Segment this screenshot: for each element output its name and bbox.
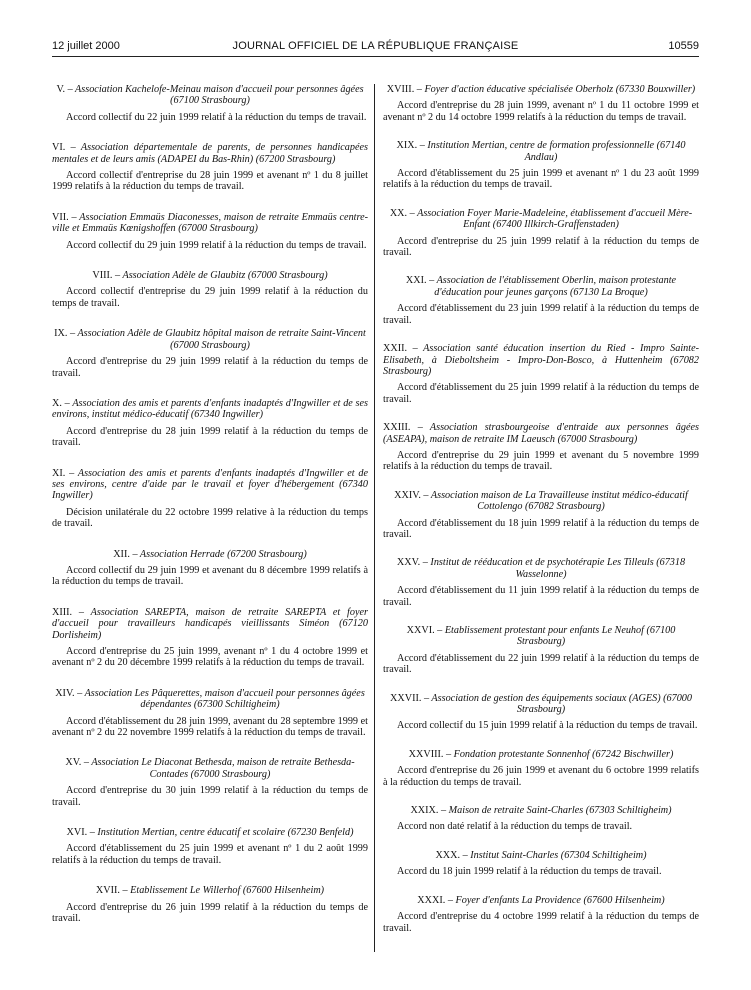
entry-heading — [52, 84, 368, 107]
entry-heading — [383, 557, 699, 580]
entry-number: XVII. – — [95, 885, 128, 897]
entry-number: XIV. – — [55, 687, 83, 699]
entry-number: XVI. – — [66, 827, 95, 839]
organization-name: Association maison de La Travailleuse institut médico-éducatif Cottolengo (67082 Strasbourg) — [430, 489, 688, 513]
entry-number: XXII. – — [383, 343, 418, 355]
entry-heading — [52, 607, 368, 641]
agreement-text: Accord collectif d'entreprise du 29 juin 1999 relatif à la réduction du temps de travail. — [52, 286, 368, 309]
organization-name: Association SAREPTA, maison de retraite SAREPTA et foyer d'accueil pour travailleurs handicapés vieillissants Siméon (67120 Dorlisheim) — [52, 606, 368, 641]
decision-entry — [383, 805, 699, 833]
agreement-text: Accord d'entreprise du 4 octobre 1999 relatif à la réduction du temps de travail. — [383, 911, 699, 934]
organization-name: Institution Mertian, centre de formation professionnelle (67140 Andlau) — [427, 140, 686, 163]
agreement-text: Décision unilatérale du 22 octobre 1999 relative à la réduction du temps de travail. — [52, 506, 368, 530]
agreement-text: Accord d'entreprise du 28 juin 1999, avenant nº 1 du 11 octobre 1999 et avenant nº 2 du 14 octobre 1999 relatifs à la réduction du temps de travail. — [383, 100, 699, 123]
agreement-text: Accord d'entreprise du 30 juin 1999 relatif à la réduction du temps de travail. — [52, 785, 368, 808]
decision-entry — [383, 140, 699, 191]
decision-entry — [52, 468, 368, 530]
organization-name: Association Les Pâquerettes, maison d'accueil pour personnes âgées dépendantes (67300 Schiltigheim) — [84, 687, 365, 711]
agreement-text: Accord d'établissement du 28 juin 1999, avenant du 28 septembre 1999 et avenant nº 2 du 22 novembre 1999 relatifs à la réduction du temps de travail. — [52, 715, 368, 739]
organization-name: Association des amis et parents d'enfants inadaptés d'Ingwiller et de ses environs, centre d'aide par le travail et foyer d'hébergement (67340 Ingwiller) — [52, 467, 369, 502]
organization-name: Association des amis et parents d'enfants inadaptés d'Ingwiller et de ses environs, institut médico-éducatif (67340 Ingwiller) — [52, 397, 368, 421]
entry-number: VI. – — [52, 142, 76, 154]
decision-entry — [383, 850, 699, 878]
organization-name: Association Le Diaconat Bethesda, maison de retraite Bethesda-Contades (67000 Strasbourg) — [91, 757, 355, 780]
agreement-text: Accord d'entreprise du 29 juin 1999 et avenant du 5 novembre 1999 relatifs à la réduction du temps de travail. — [383, 449, 699, 473]
decision-entry — [52, 607, 368, 669]
organization-name: Maison de retraite Saint-Charles (67303 Schiltigheim) — [448, 805, 672, 817]
entry-heading — [52, 885, 368, 896]
decision-entry — [52, 885, 368, 924]
organization-name: Association Adèle de Glaubitz hôpital maison de retraite Saint-Vincent (67000 Strasbourg) — [77, 328, 366, 351]
decision-entry — [383, 422, 699, 473]
organization-name: Institut Saint-Charles (67304 Schiltigheim) — [470, 849, 647, 861]
entry-heading — [383, 850, 699, 861]
decision-entry — [383, 84, 699, 123]
agreement-text: Accord collectif du 15 juin 1999 relatif à la réduction du temps de travail. — [397, 720, 698, 732]
agreement-text: Accord d'entreprise du 26 juin 1999 et avenant du 6 octobre 1999 relatifs à la réduction du temps de travail. — [383, 765, 699, 788]
entry-heading — [383, 749, 699, 760]
organization-name: Foyer d'enfants La Providence (67600 Hilsenheim) — [455, 894, 665, 906]
organization-name: Association de l'établissement Oberlin, maison protestante d'éducation pour jeunes garçons (67130 La Broque) — [434, 275, 677, 298]
entry-heading — [383, 140, 699, 163]
organization-name: Association Adèle de Glaubitz (67000 Strasbourg) — [122, 270, 328, 282]
entry-number: XIX. – — [396, 140, 425, 152]
entry-heading — [383, 208, 699, 231]
journal-title: JOURNAL OFFICIEL DE LA RÉPUBLIQUE FRANÇAISE — [232, 40, 519, 52]
entry-number: XII. – — [113, 548, 138, 560]
entry-number: XI. – — [52, 467, 75, 479]
agreement-text: Accord du 18 juin 1999 relatif à la réduction du temps de travail. — [397, 866, 662, 878]
entry-number: XXX. – — [435, 849, 468, 861]
entry-number: VIII. – — [92, 270, 121, 282]
entry-number: XXIX. – — [410, 805, 447, 817]
agreement-text: Accord d'établissement du 25 juin 1999 et avenant nº 1 du 2 août 1999 relatifs à la réduction du temps de travail. — [52, 843, 368, 866]
entry-number: XIII. – — [52, 606, 84, 618]
entry-number: VII. – — [52, 211, 77, 223]
agreement-text: Accord non daté relatif à la réduction du temps de travail. — [397, 821, 633, 833]
decision-entry — [52, 328, 368, 379]
left-column — [52, 84, 368, 944]
decision-entry — [383, 275, 699, 326]
agreement-text: Accord collectif du 29 juin 1999 relatif à la réduction du temps de travail. — [66, 239, 367, 251]
organization-name: Association Foyer Marie-Madeleine, établissement d'accueil Mère-Enfant (67400 Illkirch-Graffenstaden) — [417, 207, 693, 231]
decision-entry — [383, 490, 699, 541]
decision-entry — [52, 549, 368, 588]
entry-heading — [383, 422, 699, 445]
decision-entry — [52, 757, 368, 808]
page-number: 10559 — [668, 40, 699, 52]
decision-entry — [383, 895, 699, 934]
agreement-text: Accord d'établissement du 25 juin 1999 et avenant nº 1 du 23 août 1999 relatifs à la réduction du temps de travail. — [383, 168, 699, 191]
entry-heading — [52, 688, 368, 711]
organization-name: Association Kachelofe-Meinau maison d'accueil pour personnes âgées (67100 Strasbourg) — [75, 84, 364, 107]
decision-entry — [52, 827, 368, 866]
entry-number: XXI. – — [405, 275, 435, 287]
entry-heading — [52, 328, 368, 351]
decision-entry — [52, 398, 368, 449]
agreement-text: Accord d'entreprise du 29 juin 1999 relatif à la réduction du temps de travail. — [52, 356, 368, 379]
page-header — [52, 40, 699, 57]
entry-number: XXVI. – — [406, 625, 443, 636]
entry-heading — [52, 270, 368, 281]
entry-heading — [383, 343, 699, 377]
organization-name: Etablissement protestant pour enfants Le Neuhof (67100 Strasbourg) — [444, 625, 676, 648]
decision-entry — [383, 693, 699, 732]
entry-heading — [52, 398, 368, 421]
organization-name: Etablissement Le Willerhof (67600 Hilsenheim) — [130, 885, 325, 897]
entry-heading — [383, 895, 699, 906]
entry-heading — [383, 84, 699, 95]
organization-name: Association Emmaüs Diaconesses, maison de retraite Emmaüs centre-ville et Emmaüs Kœnigshoffen (67000 Strasbourg) — [52, 211, 368, 235]
organization-name: Institution Mertian, centre éducatif et scolaire (67230 Benfeld) — [97, 827, 354, 839]
entry-heading — [383, 693, 699, 716]
agreement-text: Accord d'établissement du 22 juin 1999 relatif à la réduction du temps de travail. — [383, 652, 699, 676]
decision-entry — [383, 343, 699, 405]
entry-heading — [383, 275, 699, 298]
entry-number: XXVIII. – — [408, 748, 452, 760]
entry-number: XVIII. – — [386, 84, 422, 95]
column-divider — [374, 84, 375, 952]
entry-number: XV. – — [65, 757, 89, 769]
agreement-text: Accord d'établissement du 11 juin 1999 relatif à la réduction du temps de travail. — [383, 585, 699, 608]
entry-heading — [52, 142, 368, 165]
organization-name: Association de gestion des équipements sociaux (AGES) (67000 Strasbourg) — [431, 692, 692, 716]
decision-entry — [383, 625, 699, 676]
entry-heading — [383, 805, 699, 816]
entry-number: IX. – — [54, 328, 76, 340]
entry-number: XXV. – — [396, 557, 428, 569]
organization-name: Association santé éducation insertion du Ried - Impro Sainte-Elisabeth, à Dieboltsheim - Impro-Don-Bosco, à Huttenheim (67082 Strasbourg) — [383, 343, 700, 377]
entry-heading — [52, 549, 368, 560]
agreement-text: Accord collectif du 29 juin 1999 et avenant du 8 décembre 1999 relatifs à la réduction du temps de travail. — [52, 564, 368, 588]
entry-heading — [52, 468, 368, 502]
agreement-text: Accord collectif du 22 juin 1999 relatif à la réduction du temps de travail. — [66, 111, 367, 123]
entry-heading — [52, 827, 368, 838]
right-column — [383, 84, 699, 951]
entry-heading — [52, 757, 368, 780]
organization-name: Institut de rééducation et de psychotérapie Les Tilleuls (67318 Wasselonne) — [430, 557, 686, 580]
agreement-text: Accord d'entreprise du 25 juin 1999, avenant nº 1 du 4 octobre 1999 et avenant nº 2 du 20 décembre 1999 relatifs à la réduction du temps de travail. — [52, 646, 368, 669]
organization-name: Association strasbourgeoise d'entraide aux personnes âgées (ASEAPA), maison de retraite IM Laeusch (67000 Strasbourg) — [383, 422, 699, 445]
entry-number: XXVII. – — [390, 692, 430, 704]
decision-entry — [383, 557, 699, 608]
decision-entry — [383, 208, 699, 259]
decision-entry — [52, 212, 368, 251]
organization-name: Fondation protestante Sonnenhof (67242 Bischwiller) — [453, 748, 674, 760]
agreement-text: Accord d'établissement du 25 juin 1999 relatif à la réduction du temps de travail. — [383, 382, 699, 405]
header-date: 12 juillet 2000 — [52, 40, 120, 52]
decision-entry — [52, 142, 368, 193]
entry-heading — [383, 490, 699, 513]
organization-name: Association départementale de parents, de personnes handicapées mentales et de leurs amis (ADAPEI du Bas-Rhin) (67200 Strasbourg) — [52, 142, 368, 165]
decision-entry — [52, 84, 368, 123]
entry-number: XX. – — [389, 207, 415, 219]
entry-number: XXIII. – — [383, 422, 423, 434]
entry-number: X. – — [52, 397, 70, 409]
decision-entry — [52, 270, 368, 309]
entry-heading — [383, 625, 699, 648]
agreement-text: Accord d'établissement du 18 juin 1999 relatif à la réduction du temps de travail. — [383, 517, 699, 540]
agreement-text: Accord d'entreprise du 28 juin 1999 relatif à la réduction du temps de travail. — [52, 425, 368, 449]
organization-name: Association Herrade (67200 Strasbourg) — [139, 548, 307, 560]
decision-entry — [52, 688, 368, 739]
agreement-text: Accord d'établissement du 23 juin 1999 relatif à la réduction du temps de travail. — [383, 303, 699, 326]
entry-number: XXIV. – — [394, 489, 429, 501]
entry-number: XXXI. – — [417, 894, 453, 906]
decision-entry — [383, 749, 699, 788]
organization-name: Foyer d'action éducative spécialisée Oberholz (67330 Bouxwiller) — [424, 84, 696, 95]
entry-heading — [52, 212, 368, 235]
agreement-text: Accord d'entreprise du 25 juin 1999 relatif à la réduction du temps de travail. — [383, 235, 699, 259]
entry-number: V. – — [56, 84, 73, 95]
agreement-text: Accord d'entreprise du 26 juin 1999 relatif à la réduction du temps de travail. — [52, 901, 368, 925]
agreement-text: Accord collectif d'entreprise du 28 juin 1999 et avenant nº 1 du 8 juillet 1999 relatifs à la réduction du temps de travail. — [52, 170, 368, 193]
